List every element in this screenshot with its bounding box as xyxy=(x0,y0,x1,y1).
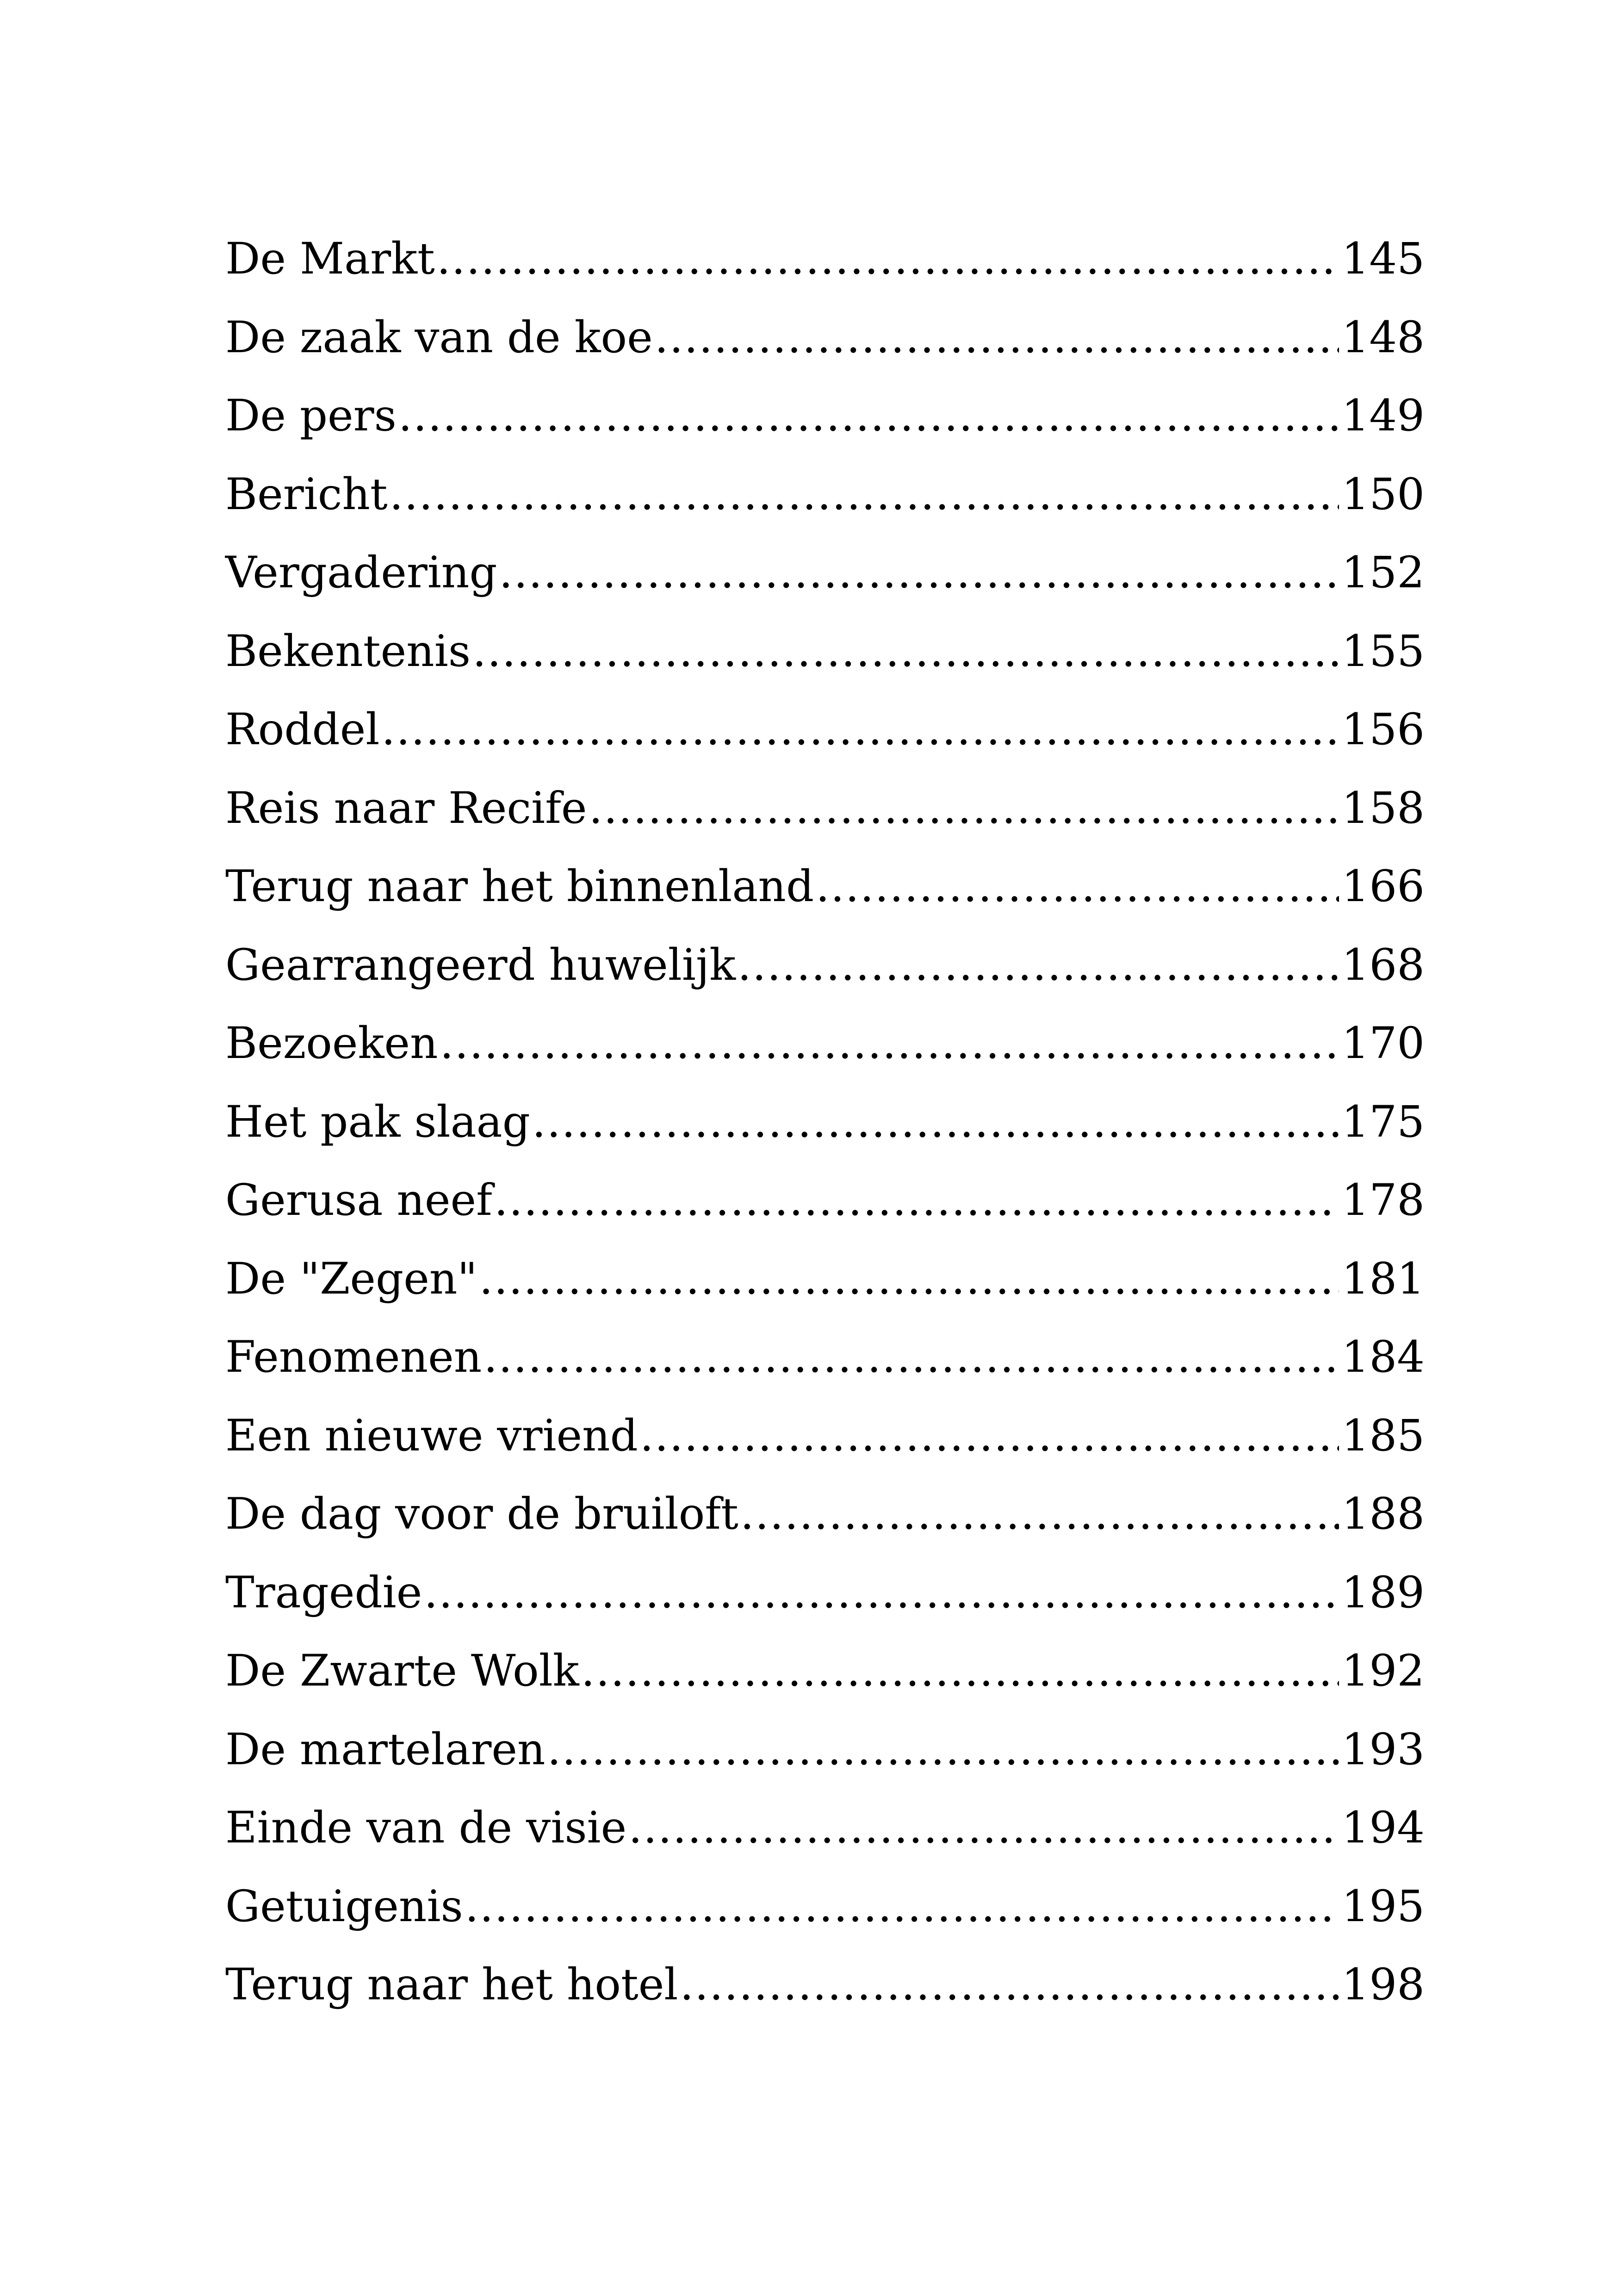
dot-leader xyxy=(440,1004,1339,1083)
toc-entry xyxy=(225,1711,1425,1789)
toc-entry-page: 195 xyxy=(1341,1881,1425,1932)
dot-leader xyxy=(740,1475,1339,1554)
dot-leader xyxy=(589,769,1339,848)
toc-entry-page: 170 xyxy=(1341,1018,1425,1069)
toc-entry-page: 158 xyxy=(1341,783,1425,834)
toc-entry-page: 193 xyxy=(1341,1724,1425,1775)
toc-entry-page: 192 xyxy=(1341,1646,1425,1696)
dot-leader xyxy=(398,377,1339,455)
dot-leader xyxy=(547,1711,1339,1789)
toc-entry-title: De Zwarte Wolk xyxy=(225,1646,579,1696)
dot-leader xyxy=(465,1867,1339,1946)
toc-entry xyxy=(225,1475,1425,1554)
dot-leader xyxy=(494,1161,1339,1240)
toc-entry-page: 152 xyxy=(1341,548,1425,598)
dot-leader xyxy=(479,1240,1339,1319)
dot-leader xyxy=(424,1554,1339,1632)
table-of-contents xyxy=(225,220,1425,2024)
toc-entry xyxy=(225,220,1425,299)
toc-entry-title: Een nieuwe vriend xyxy=(225,1410,638,1461)
toc-entry-title: Gerusa neef xyxy=(225,1175,492,1226)
toc-entry-page: 189 xyxy=(1341,1567,1425,1618)
toc-entry-page: 188 xyxy=(1341,1489,1425,1539)
toc-entry xyxy=(225,1161,1425,1240)
toc-entry xyxy=(225,299,1425,377)
toc-entry-page: 168 xyxy=(1341,940,1425,990)
toc-entry-title: Getuigenis xyxy=(225,1881,463,1932)
dot-leader xyxy=(381,691,1339,769)
toc-entry-title: Gearrangeerd huwelijk xyxy=(225,940,736,990)
toc-entry-title: Vergadering xyxy=(225,548,497,598)
toc-entry-title: Roddel xyxy=(225,704,380,755)
toc-entry-page: 155 xyxy=(1341,626,1425,677)
toc-entry-page: 166 xyxy=(1341,861,1425,912)
toc-entry xyxy=(225,1318,1425,1397)
dot-leader xyxy=(472,612,1339,691)
toc-entry xyxy=(225,1789,1425,1867)
toc-entry-title: Het pak slaag xyxy=(225,1096,530,1147)
dot-leader xyxy=(390,455,1339,534)
toc-entry xyxy=(225,1240,1425,1319)
toc-entry-title: De martelaren xyxy=(225,1724,546,1775)
toc-entry-page: 198 xyxy=(1341,1960,1425,2010)
toc-entry xyxy=(225,1397,1425,1475)
toc-entry-title: Bericht xyxy=(225,469,388,520)
toc-entry-title: De zaak van de koe xyxy=(225,312,653,363)
dot-leader xyxy=(532,1083,1339,1162)
dot-leader xyxy=(680,1946,1339,2024)
dot-leader xyxy=(499,534,1339,612)
toc-entry xyxy=(225,455,1425,534)
toc-entry xyxy=(225,926,1425,1005)
toc-entry-title: Terug naar het hotel xyxy=(225,1960,678,2010)
toc-entry-page: 149 xyxy=(1341,391,1425,441)
toc-entry-title: De dag voor de bruiloft xyxy=(225,1489,738,1539)
toc-entry-page: 156 xyxy=(1341,704,1425,755)
toc-entry-page: 181 xyxy=(1341,1253,1425,1304)
toc-entry xyxy=(225,1946,1425,2024)
toc-entry-title: De pers xyxy=(225,391,397,441)
toc-entry-page: 148 xyxy=(1341,312,1425,363)
toc-entry xyxy=(225,377,1425,455)
toc-entry-title: Bekentenis xyxy=(225,626,471,677)
toc-entry-title: De Markt xyxy=(225,234,435,284)
toc-entry-title: Bezoeken xyxy=(225,1018,438,1069)
toc-entry xyxy=(225,612,1425,691)
toc-entry xyxy=(225,769,1425,848)
toc-entry xyxy=(225,1083,1425,1162)
dot-leader xyxy=(655,299,1339,377)
toc-entry-title: Einde van de visie xyxy=(225,1803,627,1853)
toc-entry-title: Terug naar het binnenland xyxy=(225,861,814,912)
toc-entry-page: 150 xyxy=(1341,469,1425,520)
toc-entry-page: 184 xyxy=(1341,1332,1425,1382)
dot-leader xyxy=(437,220,1339,299)
toc-entry-title: Tragedie xyxy=(225,1567,422,1618)
toc-entry-page: 175 xyxy=(1341,1096,1425,1147)
toc-entry-title: Fenomenen xyxy=(225,1332,482,1382)
toc-entry xyxy=(225,691,1425,769)
toc-entry xyxy=(225,1867,1425,1946)
dot-leader xyxy=(628,1789,1339,1867)
dot-leader xyxy=(816,847,1339,926)
toc-entry xyxy=(225,534,1425,612)
toc-entry xyxy=(225,1632,1425,1711)
dot-leader xyxy=(640,1397,1339,1475)
dot-leader xyxy=(581,1632,1339,1711)
toc-entry xyxy=(225,1554,1425,1632)
toc-entry-title: Reis naar Recife xyxy=(225,783,587,834)
toc-entry-page: 178 xyxy=(1341,1175,1425,1226)
toc-entry xyxy=(225,847,1425,926)
toc-entry xyxy=(225,1004,1425,1083)
dot-leader xyxy=(738,926,1339,1005)
toc-entry-page: 185 xyxy=(1341,1410,1425,1461)
toc-entry-page: 194 xyxy=(1341,1803,1425,1853)
dot-leader xyxy=(484,1318,1339,1397)
toc-entry-page: 145 xyxy=(1341,234,1425,284)
toc-entry-title: De "Zegen" xyxy=(225,1253,477,1304)
